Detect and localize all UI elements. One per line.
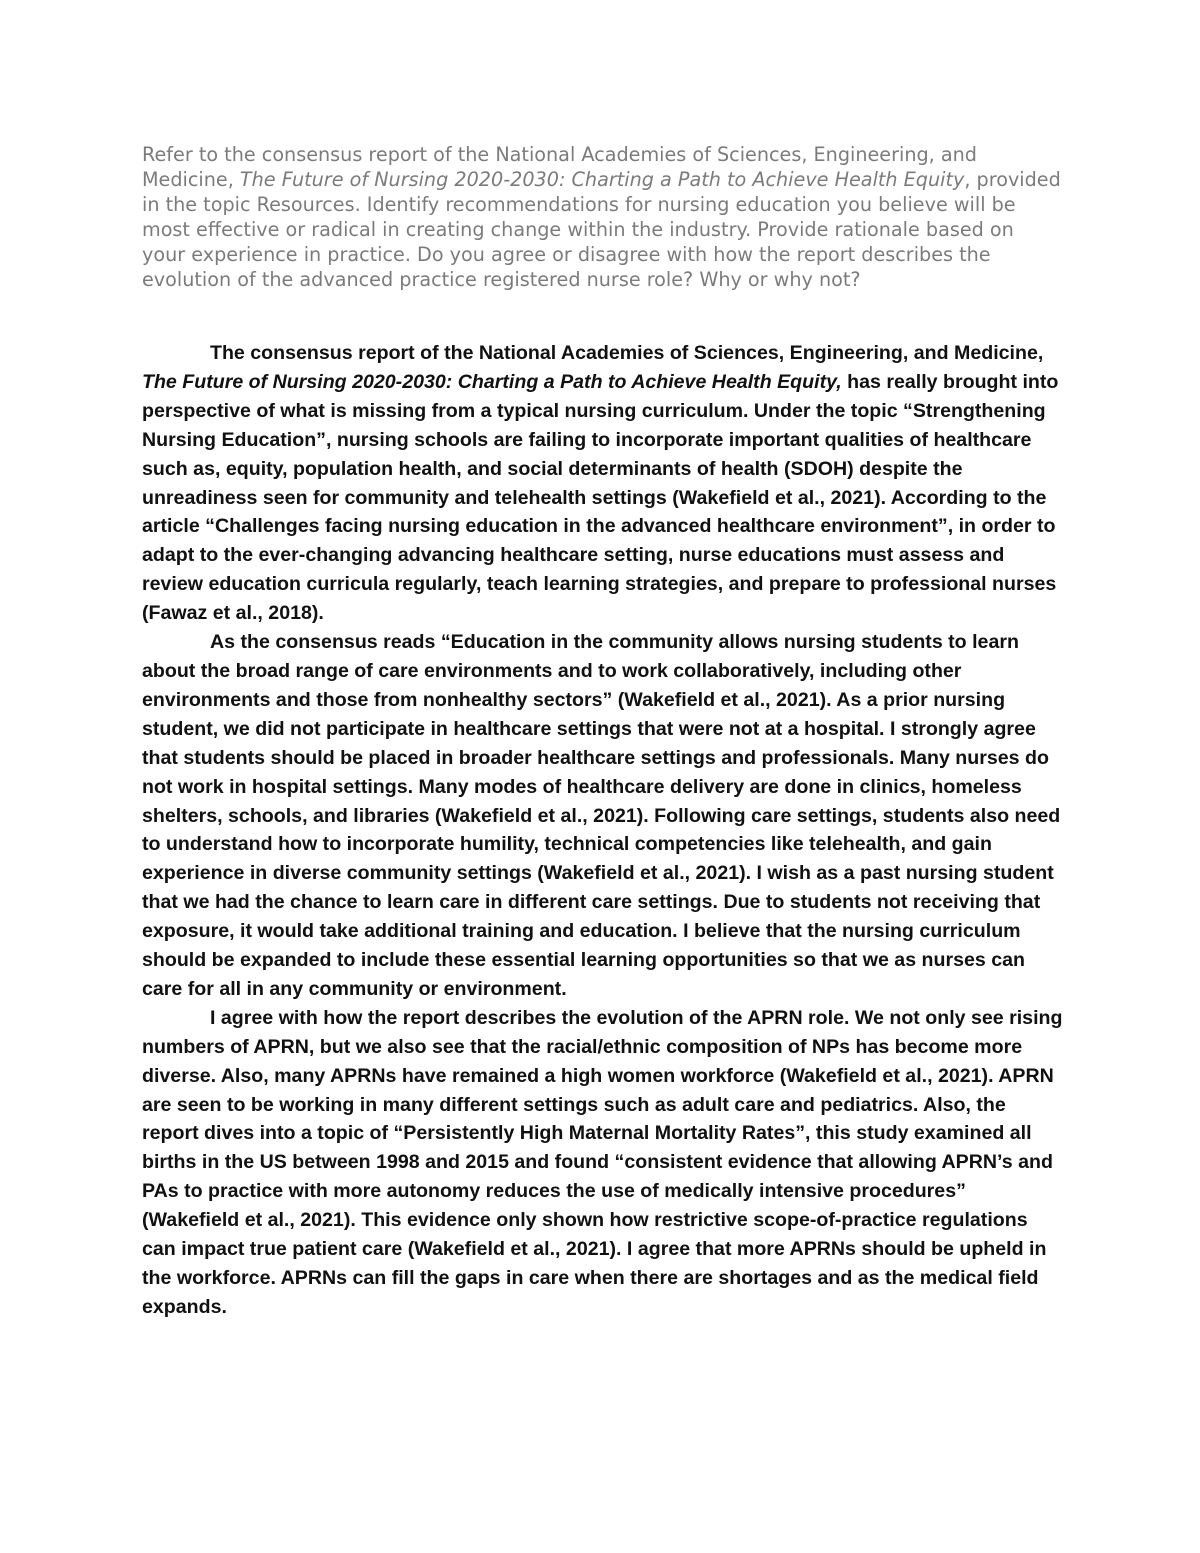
essay-paragraph-1 [142, 339, 1064, 628]
prompt-report-title: The Future of Nursing 2020-2030: Charting a Path to Achieve Health Equity [239, 168, 965, 191]
essay-body [142, 339, 1064, 1322]
paragraph-1-text-after-title: has really brought into perspective of what is missing from a typical nursing curriculum. Under the topic “Strengthening Nursing Education”, nursing schools are failing to incorporate important qualities of healthcare such as, equity, population health, and social determinants of health (SDOH) despite the unreadiness seen for community and telehealth settings (Wakefield et al., 2021). According to the article “Challenges facing nursing education in the advanced healthcare environment”, in order to adapt to the ever-changing advancing healthcare setting, nurse educations must assess and review education curricula regularly, teach learning strategies, and prepare to professional nurses (Fawaz et al., 2018). [142, 370, 1059, 625]
essay-paragraph-2: As the consensus reads “Education in the community allows nursing students to learn about the broad range of care environments and to work collaboratively, including other environments and those from nonhealthy sectors” (Wakefield et al., 2021). As a prior nursing student, we did not participate in healthcare settings that were not at a hospital. I strongly agree that students should be placed in broader healthcare settings and professionals. Many nurses do not work in hospital settings. Many modes of healthcare delivery are done in clinics, homeless shelters, schools, and libraries (Wakefield et al., 2021). Following care settings, students also need to understand how to incorporate humility, technical competencies like telehealth, and gain experience in diverse community settings (Wakefield et al., 2021). I wish as a past nursing student that we had the chance to learn care in different care settings. Due to students not receiving that exposure, it would take additional training and education. I believe that the nursing curriculum should be expanded to include these essential learning opportunities so that we as nurses can care for all in any community or environment. [142, 631, 1061, 1000]
paragraph-1-text-before-title: The consensus report of the National Academies of Sciences, Engineering, and Medicine, [210, 342, 1044, 364]
paragraph-1-report-title: The Future of Nursing 2020-2030: Charting a Path to Achieve Health Equity, [142, 370, 842, 393]
prompt-text-after-title: , provided in the topic Resources. Identify recommendations for nursing education you believe will be most effective or radical in creating change within the industry. Provide rationale based on your experience in practice. Do you agree or disagree with how the report describes the evolution of the advanced practice registered nurse role? Why or why not? [142, 168, 1061, 291]
prompt-text-before-title: Refer to the consensus report of the National Academies of Sciences, Engineering, and Medicine, [142, 143, 977, 191]
essay-paragraph-3: I agree with how the report describes the evolution of the APRN role. We not only see rising numbers of APRN, but we also see that the racial/ethnic composition of NPs has become more diverse. Also, many APRNs have remained a high women workforce (Wakefield et al., 2021). APRN are seen to be working in many different settings such as adult care and pediatrics. Also, the report dives into a topic of “Persistently High Maternal Mortality Rates”, this study examined all births in the US between 1998 and 2015 and found “consistent evidence that allowing APRN’s and PAs to practice with more autonomy reduces the use of medically intensive procedures” (Wakefield et al., 2021). This evidence only shown how restrictive scope-of-practice regulations can impact true patient care (Wakefield et al., 2021). I agree that more APRNs should be upheld in the workforce. APRNs can fill the gaps in care when there are shortages and as the medical field expands. [142, 1006, 1063, 1318]
assignment-prompt [142, 142, 1062, 292]
